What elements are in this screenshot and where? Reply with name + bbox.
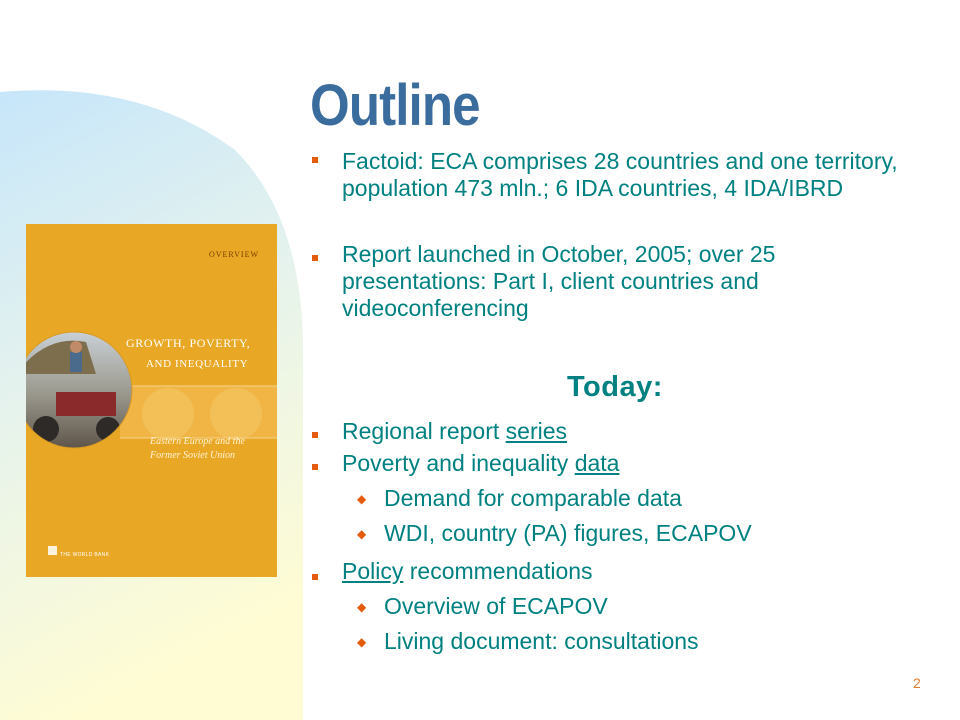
sub-item-overview-ecapov: Overview of ECAPOV <box>384 593 608 619</box>
bullet-square-icon <box>312 255 318 261</box>
series-link[interactable]: series <box>505 418 568 444</box>
bullet-report-launch: Report launched in October, 2005; over 25 presentations: Part I, client countries and videoconferencing <box>342 241 776 321</box>
item-regional-text: Regional report <box>342 418 506 444</box>
cover-title-line1: GROWTH, POVERTY, <box>126 336 251 350</box>
cover-publisher: THE WORLD BANK <box>60 552 110 558</box>
today-heading: Today: <box>567 371 663 403</box>
page-number: 2 <box>913 675 921 691</box>
diamond-bullet-icon: ◆ <box>357 492 367 506</box>
diamond-bullet-icon: ◆ <box>357 600 367 614</box>
sub-item-living-document: Living document: consultations <box>384 628 699 654</box>
cover-artwork <box>26 224 277 577</box>
policy-link[interactable]: Policy <box>342 558 404 584</box>
slide-title: Outline <box>310 73 480 138</box>
sub-item-wdi-figures: WDI, country (PA) figures, ECAPOV <box>384 520 752 546</box>
bullet-square-icon <box>312 574 318 580</box>
bullet-square-icon <box>312 432 318 438</box>
cover-subtitle-line2: Former Soviet Union <box>150 450 235 461</box>
item-regional-report <box>342 418 567 445</box>
bullet-square-icon <box>312 464 318 470</box>
cover-subtitle-line1: Eastern Europe and the <box>150 436 245 447</box>
diamond-bullet-icon: ◆ <box>357 527 367 541</box>
report-cover-image <box>26 224 277 577</box>
item-poverty-text: Poverty and inequality <box>342 450 575 476</box>
cover-title-line2: AND INEQUALITY <box>146 358 249 370</box>
data-link[interactable]: data <box>574 450 620 476</box>
diamond-bullet-icon: ◆ <box>357 635 367 649</box>
item-poverty-data <box>342 450 619 477</box>
item-policy-text: recommendations <box>403 558 593 584</box>
bullet-square-icon <box>312 157 318 163</box>
cover-overview-label: OVERVIEW <box>208 250 259 259</box>
bullet-factoid: Factoid: ECA comprises 28 countries and one territory, population 473 mln.; 6 IDA countries, 4 IDA/IBRD <box>342 148 898 201</box>
item-policy-recommendations <box>342 558 593 585</box>
sub-item-demand-data: Demand for comparable data <box>384 485 682 511</box>
